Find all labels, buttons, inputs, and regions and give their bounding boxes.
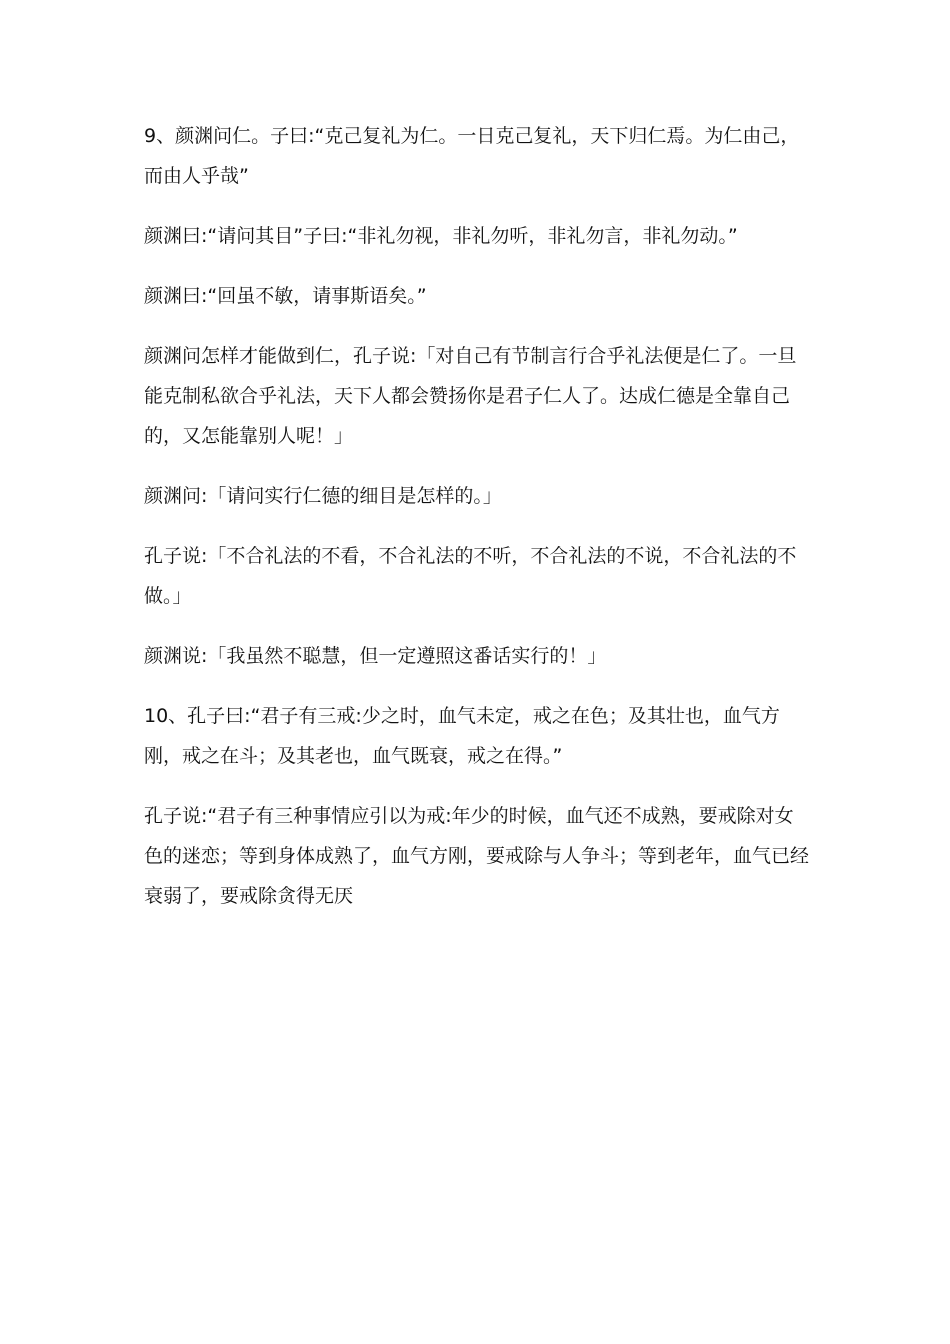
paragraph-9-translation: 颜渊问怎样才能做到仁，孔子说:「对自己有节制言行合乎礼法便是仁了。一旦能克制私欲合乎礼法，天下人都会赞扬你是君子仁人了。达成仁德是全靠自己的，又怎能靠别人呢！」: [144, 345, 797, 447]
paragraph-10-quote: 10、孔子曰:“君子有三戒:少之时，血气未定，戒之在色；及其壮也，血气方刚，戒之在斗；及其老也，血气既衰，戒之在得。”: [144, 705, 780, 767]
paragraph-9-translation-question: 颜渊问:「请问实行仁德的细目是怎样的。」: [144, 485, 502, 507]
paragraph-9-reply: 颜渊曰:“回虽不敏，请事斯语矣。”: [144, 285, 427, 307]
paragraph-10-translation: 孔子说:“君子有三种事情应引以为戒:年少的时候，血气还不成熟，要戒除对女色的迷恋；等到身体成熟了，血气方刚，要戒除与人争斗；等到老年，血气已经衰弱了，要戒除贪得无厌: [144, 805, 810, 907]
paragraph-9-quote: 9、颜渊问仁。子曰:“克己复礼为仁。一日克己复礼，天下归仁焉。为仁由己，而由人乎哉”: [144, 125, 800, 187]
document-body: [144, 116, 810, 936]
paragraph-9-question: 颜渊曰:“请问其目”子曰:“非礼勿视，非礼勿听，非礼勿言，非礼勿动。”: [144, 225, 738, 247]
paragraph-9-translation-answer: 孔子说:「不合礼法的不看，不合礼法的不听，不合礼法的不说，不合礼法的不做。」: [144, 545, 797, 607]
paragraph-9-translation-reply: 颜渊说:「我虽然不聪慧，但一定遵照这番话实行的！」: [144, 645, 607, 667]
